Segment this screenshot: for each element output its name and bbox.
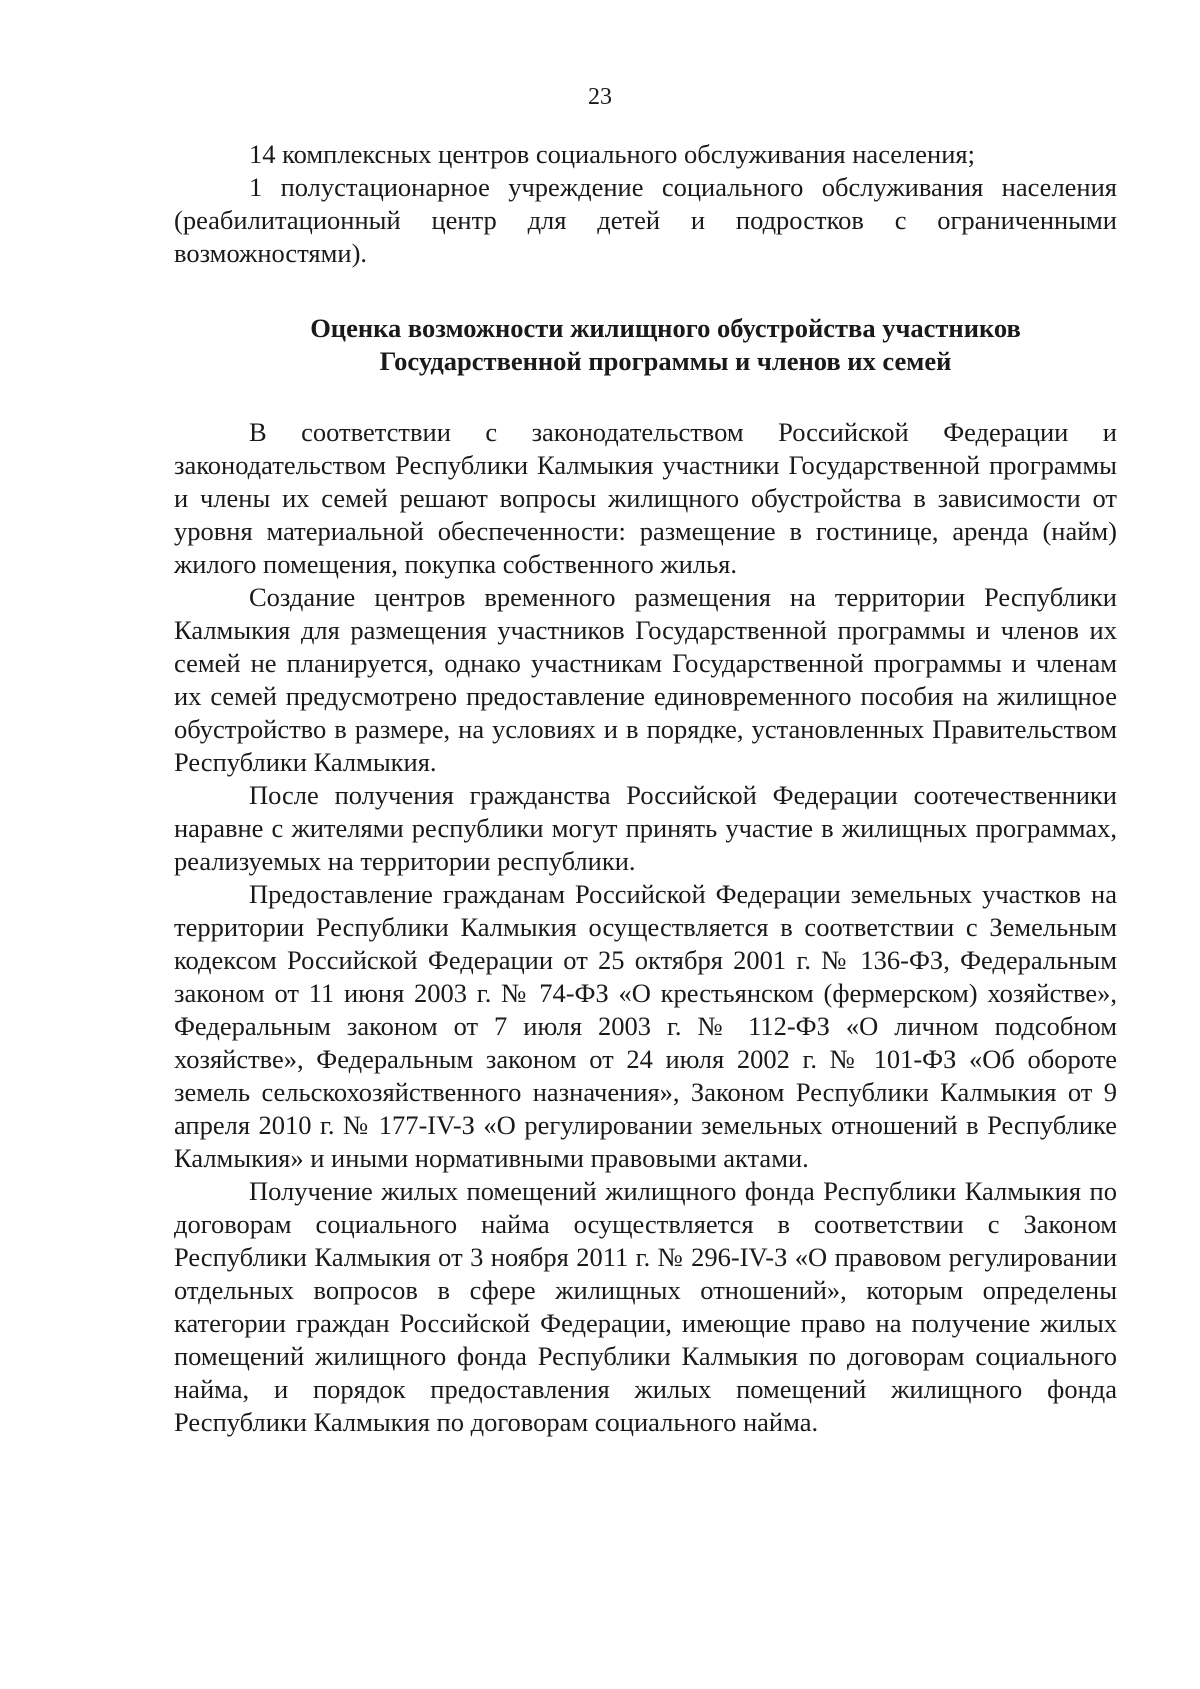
paragraph-citizenship: После получения гражданства Российской Федерации соотечественники наравне с жителями республики могут принять участие в жилищных программах, реализуемых на территории республики. [174, 780, 1117, 876]
paragraph-housing-options: В соответствии с законодательством Российской Федерации и законодательством Республики Калмыкия участники Государственной программы и члены их семей решают вопросы жилищного обустройства в зависимости от уровня материальной обеспеченности: размещение в гостинице, аренда (найм) жилого помещения, покупка собственного жилья. [174, 417, 1117, 579]
paragraph-temporary-centers: Создание центров временного размещения на территории Республики Калмыкия для размещения участников Государственной программы и членов их семей не планируется, однако участникам Государственной программы и членам их семей предусмотрено предоставление единовременного пособия на жилищное обустройство в размере, на условиях и в порядке, установленных Правительством Республики Калмыкия. [174, 582, 1117, 777]
section-heading-line-2: Государственной программы и членов их семей [379, 346, 952, 376]
section-heading-line-1: Оценка возможности жилищного обустройства участников [310, 313, 1021, 343]
section-heading [174, 312, 1117, 378]
list-item: 14 комплексных центров социального обслуживания населения; [249, 139, 975, 169]
paragraph-land-plots: Предоставление гражданам Российской Федерации земельных участков на территории Республики Калмыкия осуществляется в соответствии с Земельным кодексом Российской Федерации от 25 октября 2001 г. № 136-ФЗ, Федеральным законом от 11 июня 2003 г. № 74-ФЗ «О крестьянском (фермерском) хозяйстве», Федеральным законом от 7 июля 2003 г. № 112-ФЗ «О личном подсобном хозяйстве», Федеральным законом от 24 июля 2002 г. № 101-ФЗ «Об обороте земель сельскохозяйственного назначения», Законом Республики Калмыкия от 9 апреля 2010 г. № 177-IV-З «О регулировании земельных отношений в Республике Калмыкия» и иными нормативными правовыми актами. [174, 879, 1117, 1173]
page-number: 23 [588, 84, 612, 110]
list-item: 1 полустационарное учреждение социального обслуживания населения (реабилитационный центр для детей и подростков с ограниченными возможностями). [174, 172, 1117, 268]
document-body [174, 138, 1117, 1439]
paragraph-social-housing: Получение жилых помещений жилищного фонда Республики Калмыкия по договорам социального найма осуществляется в соответствии с Законом Республики Калмыкия от 3 ноября 2011 г. № 296-IV-З «О правовом регулировании отдельных вопросов в сфере жилищных отношений», которым определены категории граждан Российской Федерации, имеющие право на получение жилых помещений жилищного фонда Республики Калмыкия по договорам социального найма, и порядок предоставления жилых помещений жилищного фонда Республики Калмыкия по договорам социального найма. [174, 1176, 1117, 1437]
